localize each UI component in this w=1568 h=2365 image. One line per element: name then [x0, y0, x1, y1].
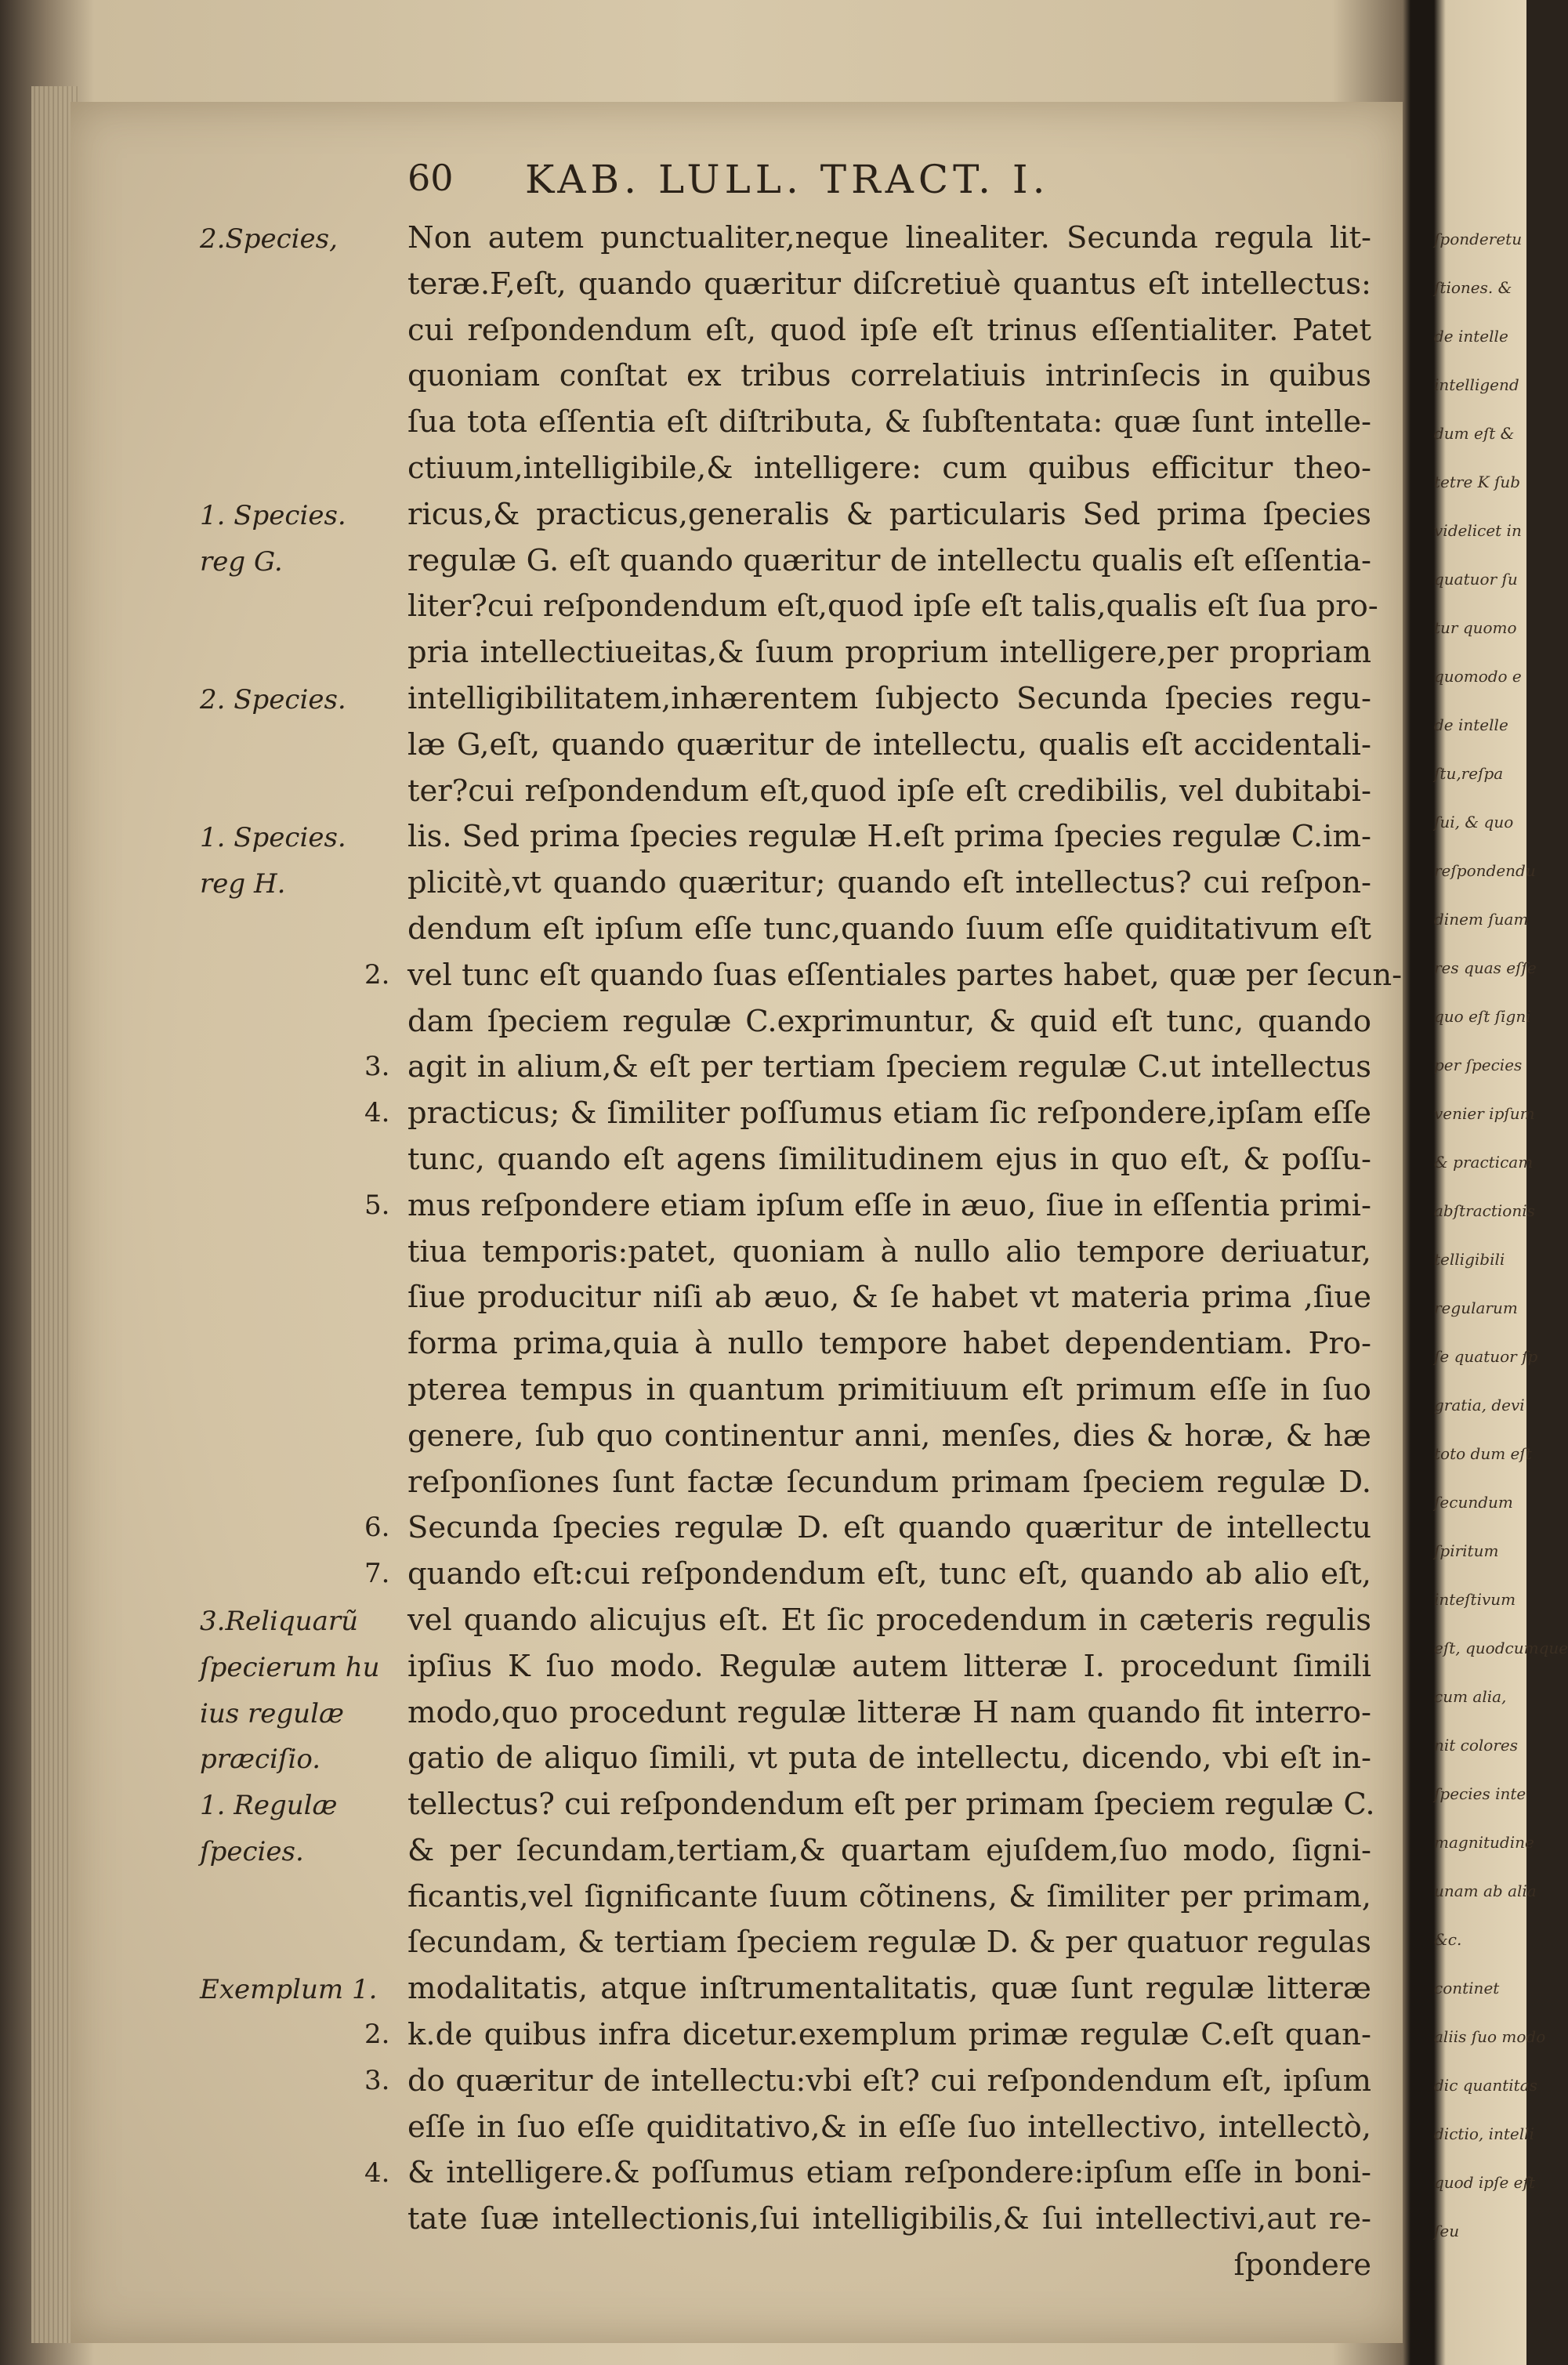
- margin-note: ſpecierum hu: [200, 1651, 380, 1683]
- facing-page-fragment: tur quomo: [1434, 618, 1517, 637]
- margin-number: 3.: [364, 1051, 390, 1083]
- page-number: 60: [407, 157, 454, 199]
- facing-page-fragment: intelligend: [1434, 375, 1519, 394]
- text-line: ipſius K ſuo modo. Regulæ autem litteræ I. procedunt ſimili: [407, 1648, 1371, 1684]
- text-line: quoniam conſtat ex tribus correlatiuis intrinſecis in quibus: [407, 358, 1371, 394]
- facing-page-fragment: cum alia,: [1434, 1687, 1507, 1706]
- facing-page-fragment: ſpiritum: [1434, 1541, 1499, 1560]
- facing-page-fragment: res quas eſſe: [1434, 958, 1537, 977]
- margin-note: Exemplum 1.: [200, 1974, 378, 2006]
- facing-page-fragment: regularum: [1434, 1298, 1518, 1317]
- facing-page-fragment: nit colores: [1434, 1736, 1519, 1755]
- margin-note: 2. Species.: [200, 684, 346, 715]
- facing-page-fragment: ſtu,reſpa: [1434, 764, 1504, 783]
- text-line: plicitè,vt quando quæritur; quando eſt intellectus? cui reſpon-: [407, 865, 1371, 901]
- text-line: ſecundam, & tertiam ſpeciem regulæ D. & per quatuor regulas: [407, 1925, 1371, 1961]
- text-line: genere, ſub quo continentur anni, menſes, dies & horæ, & hæ: [407, 1418, 1371, 1454]
- margin-note: 3.Reliquarũ: [200, 1606, 358, 1637]
- facing-page-fragment: toto dum eſt: [1434, 1444, 1532, 1463]
- facing-page-fragment: quo eſt ſigni: [1434, 1007, 1531, 1026]
- text-line: ricus,& practicus,generalis & particularis Sed prima ſpecies: [407, 496, 1371, 532]
- facing-page-fragment: ſeu: [1434, 2222, 1460, 2240]
- facing-page-fragment: per ſpecies: [1434, 1056, 1523, 1074]
- text-line: practicus; & ſimiliter poſſumus etiam ſic reſpondere,ipſam eſſe: [407, 1096, 1371, 1132]
- text-line: ſpondere: [1233, 2247, 1371, 2284]
- text-line: forma prima,quia à nullo tempore habet dependentiam. Pro-: [407, 1326, 1371, 1362]
- text-line: Secunda ſpecies regulæ D. eſt quando quæritur de intellectu: [407, 1510, 1371, 1546]
- margin-number: 7.: [364, 1558, 390, 1590]
- facing-page-fragment: ſecundum: [1434, 1493, 1513, 1512]
- text-line: cui reſpondendum eſt, quod ipſe eſt trinus eſſentialiter. Patet: [407, 312, 1371, 348]
- margin-note: reg H.: [200, 868, 286, 900]
- text-line: eſſe in ſuo eſſe quiditativo,& in eſſe ſuo intellectivo, intellectò,: [407, 2109, 1371, 2145]
- facing-page-fragment: & practicam: [1434, 1153, 1534, 1172]
- margin-note: 1. Species.: [200, 822, 346, 854]
- margin-note: ſpecies.: [200, 1836, 304, 1867]
- margin-number: 3.: [364, 2065, 390, 2096]
- margin-note: ius regulæ: [200, 1697, 344, 1729]
- running-title: KAB. LULL. TRACT. I.: [525, 157, 1050, 202]
- running-head: [407, 157, 1269, 204]
- text-line: tellectus? cui reſpondendum eſt per primam ſpeciem regulæ C.: [407, 1787, 1375, 1823]
- text-line: k.de quibus infra dicetur.exemplum primæ regulæ C.eſt quan-: [407, 2017, 1371, 2053]
- margin-note: 1. Regulæ: [200, 1790, 338, 1822]
- facing-page-fragment: gratia, devi: [1434, 1396, 1525, 1414]
- text-line: regulæ G. eſt quando quæritur de intellectu qualis eſt eſſentia-: [407, 542, 1371, 578]
- facing-page-fragment: tetre K ſub: [1434, 473, 1521, 491]
- text-line: modo,quo procedunt regulæ litteræ H nam quando fit interro-: [407, 1694, 1371, 1730]
- text-line: & per ſecundam,tertiam,& quartam ejuſdem,ſuo modo, ſigni-: [407, 1832, 1371, 1868]
- facing-page-fragment: ſui, & quo: [1434, 813, 1514, 831]
- text-line: agit in alium,& eſt per tertiam ſpeciem regulæ C.ut intellectus: [407, 1049, 1371, 1085]
- text-line: dendum eſt ipſum eſſe tunc,quando ſuum eſſe quiditativum eſt: [407, 911, 1371, 947]
- facing-page-fragment: telligibili: [1434, 1250, 1505, 1269]
- text-line: do quæritur de intellectu:vbi eſt? cui reſpondendum eſt, ipſum: [407, 2063, 1371, 2099]
- facing-page-fragment: &c.: [1434, 1930, 1462, 1949]
- text-line: gatio de aliquo ſimili, vt puta de intellectu, dicendo, vbi eſt in-: [407, 1740, 1371, 1776]
- text-line: & intelligere.& poſſumus etiam reſpondere:ipſum eſſe in boni-: [407, 2155, 1371, 2191]
- text-line: dam ſpeciem regulæ C.exprimuntur, & quid eſt tunc, quando: [407, 1003, 1371, 1039]
- text-line: modalitatis, atque inſtrumentalitatis, quæ ſunt regulæ litteræ: [407, 1971, 1371, 2007]
- facing-page-fragment: abſtractionis: [1434, 1201, 1535, 1220]
- facing-page-strip: [1434, 94, 1568, 2273]
- facing-page-fragment: dic quantitas: [1434, 2076, 1537, 2095]
- margin-number: 4.: [364, 1097, 390, 1129]
- margin-number: 2.: [364, 958, 390, 991]
- facing-page-fragment: de intelle: [1434, 715, 1508, 734]
- text-line: liter?cui reſpondendum eſt,quod ipſe eſt talis,qualis eſt ſua pro-: [407, 589, 1378, 625]
- text-line: Non autem punctualiter,neque linealiter. Secunda regula lit-: [407, 220, 1371, 255]
- margin-number: 5.: [364, 1189, 390, 1221]
- facing-page-fragment: unam ab alia: [1434, 1881, 1537, 1900]
- text-line: vel tunc eſt quando ſuas eſſentiales partes habet, quæ per ſecun-: [407, 957, 1403, 993]
- margin-note: 2.Species,: [200, 223, 338, 255]
- facing-page-fragment: aliis ſuo modo: [1434, 2027, 1546, 2046]
- facing-page-fragment: ſpecies inte: [1434, 1784, 1526, 1803]
- facing-page-fragment: continet: [1434, 1979, 1500, 1997]
- text-line: quando eſt:cui reſpondendum eſt, tunc eſt, quando ab alio eſt,: [407, 1556, 1371, 1592]
- facing-page-fragment: quomodo e: [1434, 667, 1522, 686]
- text-line: tunc, quando eſt agens ſimilitudinem ejus in quo eſt, & poſſu-: [407, 1141, 1371, 1177]
- facing-page-fragment: ſe quatuor ſp: [1434, 1347, 1538, 1366]
- facing-page-fragment: videlicet in: [1434, 521, 1522, 540]
- text-line: læ G,eſt, quando quæritur de intellectu, qualis eſt accidentali-: [407, 726, 1371, 762]
- text-line: ficantis,vel ſignificante ſuum cõtinens, & ſimiliter per primam,: [407, 1878, 1371, 1914]
- text-line: mus reſpondere etiam ipſum eſſe in æuo, ſiue in eſſentia primi-: [407, 1187, 1371, 1223]
- facing-page-fragment: eſt, quodcumque: [1434, 1639, 1568, 1657]
- facing-page-fragment: de intelle: [1434, 327, 1508, 346]
- margin-number: 6.: [364, 1512, 390, 1544]
- text-line: tate ſuæ intellectionis,ſui intelligibilis,& ſui intellectivi,aut re-: [407, 2201, 1371, 2237]
- margin-note: 1. Species.: [200, 499, 346, 531]
- text-line: ter?cui reſpondendum eſt,quod ipſe eſt credibilis, vel dubitabi-: [407, 773, 1371, 809]
- facing-page-fragment: ſtiones. &: [1434, 278, 1512, 297]
- facing-page-fragment: ſponderetu: [1434, 230, 1523, 248]
- text-line: tiua temporis:patet, quoniam à nullo alio tempore deriuatur,: [407, 1233, 1371, 1269]
- text-line: ctiuum,intelligibile,& intelligere: cum quibus efficitur theo-: [407, 450, 1371, 486]
- main-text-block: [407, 215, 1403, 2289]
- text-line: intelligibilitatem,inhærentem ſubjecto Secunda ſpecies regu-: [407, 680, 1371, 716]
- text-line: vel quando alicujus eſt. Et ſic procedendum in cæteris regulis: [407, 1602, 1371, 1638]
- text-line: lis. Sed prima ſpecies regulæ H.eſt prima ſpecies regulæ C.im-: [407, 819, 1371, 855]
- text-line: ſua tota eſſentia eſt diſtributa, & ſubſtentata: quæ ſunt intelle-: [407, 404, 1371, 440]
- facing-page-fragment: quod ipſe eſt: [1434, 2173, 1535, 2192]
- text-line: teræ.F,eſt, quando quæritur diſcretiuè quantus eſt intellectus:: [407, 266, 1371, 302]
- facing-page-fragment: quatuor ſu: [1434, 570, 1518, 589]
- facing-page-fragment: reſpondendu: [1434, 861, 1536, 880]
- text-line: ſiue producitur niſi ab æuo, & ſe habet vt materia prima ,ſiue: [407, 1280, 1371, 1316]
- margin-note: præciſio.: [200, 1744, 321, 1776]
- facing-page-fragment: inteſtivum: [1434, 1590, 1516, 1609]
- margin-number: 2.: [364, 2019, 390, 2051]
- facing-page-fragment: dictio, intelli: [1434, 2124, 1534, 2143]
- facing-page-fragment: venier ipſum: [1434, 1104, 1535, 1123]
- facing-page-fragment: magnitudine: [1434, 1833, 1534, 1852]
- margin-note: reg G.: [200, 545, 283, 578]
- margin-number: 4.: [364, 2157, 390, 2189]
- text-line: pria intellectiueitas,& ſuum proprium intelligere,per propriam: [407, 635, 1371, 671]
- facing-page-fragment: dinem ſuam: [1434, 910, 1529, 929]
- text-line: reſponſiones ſunt factæ ſecundum primam ſpeciem regulæ D.: [407, 1464, 1371, 1500]
- facing-page-fragment: dum eſt &: [1434, 424, 1515, 443]
- text-line: pterea tempus in quantum primitiuum eſt primum eſſe in ſuo: [407, 1371, 1371, 1407]
